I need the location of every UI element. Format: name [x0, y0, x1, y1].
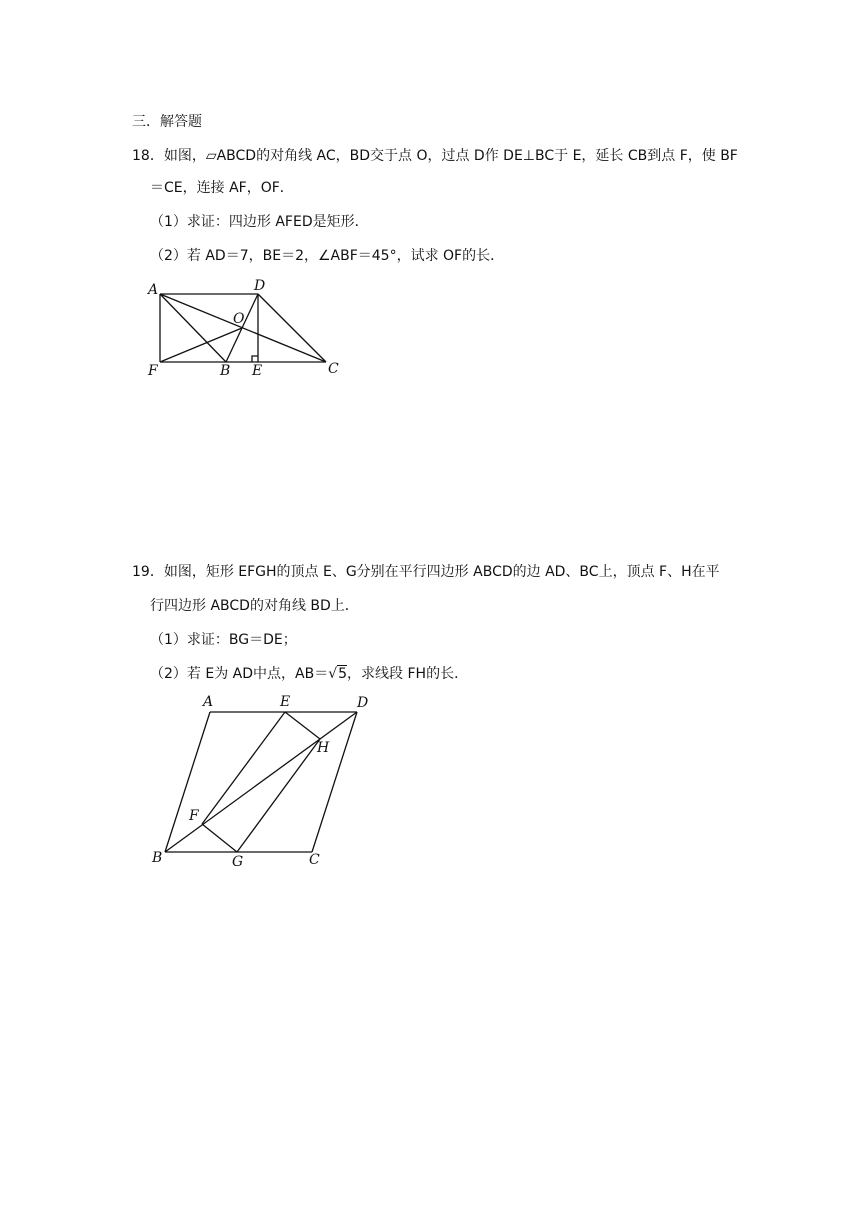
q19-part2-text-b: ，求线段 FH的长． — [347, 666, 469, 682]
q19-figure — [145, 692, 385, 872]
section-heading: 三．解答题 — [132, 114, 202, 130]
segment-FG — [202, 824, 237, 852]
label-B: B — [152, 850, 163, 866]
q19-line1: 19．如图，矩形 EFGH的顶点 E、G分别在平行四边形 ABCD的边 AD、BC上，顶点 F、H在平 — [132, 564, 720, 580]
label-C: C — [309, 852, 320, 868]
segment-AB — [160, 294, 226, 362]
label-A: A — [148, 282, 159, 298]
label-D: D — [254, 278, 266, 294]
segment-AB — [165, 712, 210, 852]
label-H: H — [317, 740, 330, 756]
label-F: F — [148, 363, 158, 378]
q18-line1: 18．如图，▱ABCD的对角线 AC，BD交于点 O，过点 D作 DE⊥BC于 E，延长 CB到点 F，使 BF — [132, 148, 738, 164]
sqrt-sign: √ — [328, 666, 338, 682]
label-E: E — [252, 363, 263, 378]
label-E: E — [280, 694, 291, 710]
sqrt-radicand: 5 — [338, 666, 348, 682]
label-B: B — [220, 363, 231, 378]
label-C: C — [328, 361, 339, 377]
q18-part2: （2）若 AD＝7，BE＝2，∠ABF＝45°，试求 OF的长． — [150, 248, 505, 264]
label-A: A — [203, 694, 214, 710]
segment-HE — [285, 712, 320, 739]
label-O: O — [233, 311, 245, 327]
label-D: D — [357, 695, 369, 711]
right-angle-mark — [252, 356, 258, 362]
q18-line2: ＝CE，连接 AF，OF． — [150, 180, 294, 196]
q19-part2 — [150, 664, 468, 684]
q18-part1: （1）求证：四边形 AFED是矩形． — [150, 214, 369, 230]
segment-CD — [312, 712, 357, 852]
q19-part2-text-a: （2）若 E为 AD中点，AB＝ — [150, 666, 329, 682]
q19-line2: 行四边形 ABCD的对角线 BD上． — [150, 598, 359, 614]
label-F: F — [189, 808, 199, 824]
q18-figure — [140, 278, 350, 378]
segment-DC — [258, 294, 326, 362]
label-G: G — [232, 854, 244, 870]
sqrt-expression — [328, 664, 347, 684]
segment-EF — [202, 712, 285, 824]
segment-BD — [165, 712, 357, 852]
q19-part1: （1）求证：BG＝DE； — [150, 632, 297, 648]
segment-GH — [237, 739, 320, 852]
segment-OF — [160, 328, 242, 362]
